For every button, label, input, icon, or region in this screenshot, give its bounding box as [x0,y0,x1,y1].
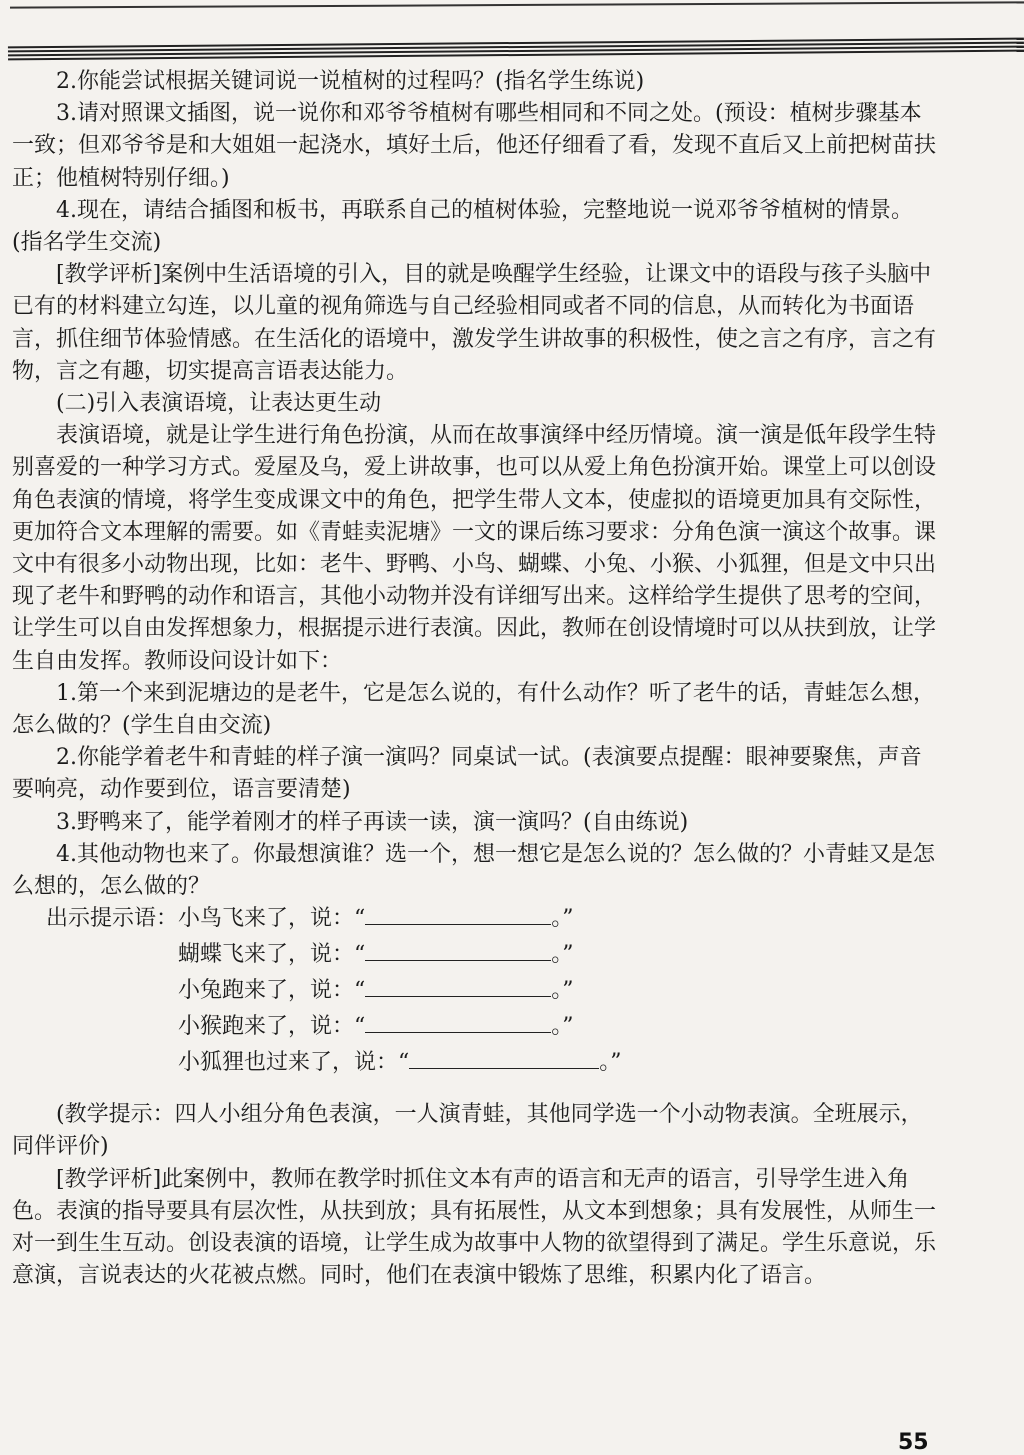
question-paragraph: 4.其他动物也来了。你最想演谁？选一个，想一想它是怎么说的？怎么做的？小青蛙又是怎么想的，怎么做的？ [12,841,935,900]
prompt-text: 蝴蝶飞来了，说：“ [178,942,366,968]
fill-blank [365,1014,551,1033]
prompt-line [178,939,574,971]
page-number: 55 [898,1430,929,1455]
fill-blank [365,978,551,997]
paragraph: 2.你能尝试根据关键词说一说植树的过程吗？(指名学生练说) [56,69,645,94]
top-rule [10,1,1024,8]
teaching-comment-paragraph: [教学评析]案例中生活语境的引入，目的就是唤醒学生经验，让课文中的语段与孩子头脑中已有的材料建立勾连，以儿童的视角筛选与自己经验相同或者不同的信息，从而转化为书面语言，抓住细节体验情感。在生活化的语境中，激发学生讲故事的积极性，使之言之有序，言之有物，言之有趣，切实提高言语表达能力。 [12,262,937,384]
prompt-line [178,1047,622,1079]
prompt-line [46,903,574,935]
question-paragraph: 1.第一个来到泥塘边的是老牛，它是怎么说的，有什么动作？听了老牛的话，青蛙怎么想，怎么做的？(学生自由交流) [12,680,935,739]
paragraph: 表演语境，就是让学生进行角色扮演，从而在故事演绎中经历情境。演一演是低年段学生特别喜爱的一种学习方式。爱屋及乌，爱上讲故事，也可以从爱上角色扮演开始。课堂上可以创设角色表演的情境，将学生变成课文中的角色，把学生带人文本，使虚拟的语境更加具有交际性，更加符合文本理解的需要。如《青蛙卖泥塘》一文的课后练习要求：分角色演一演这个故事。课文中有很多小动物出现，比如：老牛、野鸭、小鸟、蝴蝶、小兔、小猴、小狐狸，但是文中只出现了老牛和野鸭的动作和语言，其他小动物并没有详细写出来。这样给学生提供了思考的空间，让学生可以自由发挥想象力，根据提示进行表演。因此，教师在创设情境时可以从扶到放，让学生自由发挥。教师设问设计如下： [12,423,937,674]
fill-blank [365,942,551,961]
prompt-text: 小狐狸也过来了，说：“ [178,1050,410,1076]
prompt-text: 小兔跑来了，说：“ [178,978,366,1004]
paragraph: 4.现在，请结合插图和板书，再联系自己的植树体验，完整地说一说邓爷爷植树的情景。(指名学生交流) [12,197,913,256]
teaching-comment-paragraph: [教学评析]此案例中，教师在教学时抓住文本有声的语言和无声的语言，引导学生进入角色。表演的指导要具有层次性，从扶到放；具有拓展性，从文本到想象；具有发展性，从师生一对一到生生互动。创设表演的语境，让学生成为故事中人物的欲望得到了满足。学生乐意说，乐意演，言说表达的火花被点燃。同时，他们在表演中锻炼了思维，积累内化了语言。 [12,1166,937,1289]
prompt-list [12,903,942,1099]
prompt-end: 。” [551,1014,574,1040]
fill-blank [365,906,551,925]
section-heading: (二)引入表演语境，让表达更生动 [56,391,382,417]
prompt-end: 。” [599,1050,622,1076]
prompt-text: 小鸟飞来了，说：“ [178,906,366,932]
prompt-end: 。” [551,978,574,1004]
question-paragraph: 2.你能学着老牛和青蛙的样子演一演吗？同桌试一试。(表演要点提醒：眼神要聚焦，声音要响亮，动作要到位，语言要清楚) [12,745,922,803]
question-paragraph: 3.野鸭来了，能学着刚才的样子再读一读，演一演吗？(自由练说) [56,809,689,835]
prompt-line [178,1011,574,1043]
prompt-intro: 出示提示语： [46,906,179,932]
prompt-line [178,975,574,1007]
teaching-tip-paragraph: (教学提示：四人小组分角色表演，一人演青蛙，其他同学选一个小动物表演。全班展示，同伴评价) [12,1102,923,1160]
paragraph: 3.请对照课文插图，说一说你和邓爷爷植树有哪些相同和不同之处。(预设：植树步骤基本一致；但邓爷爷是和大姐姐一起浇水，填好土后，他还仔细看了看，发现不直后又上前把树苗扶正；他植树特别仔细。) [12,101,937,191]
prompt-end: 。” [551,942,574,968]
prompt-end: 。” [551,906,574,932]
prompt-text: 小猴跑来了，说：“ [178,1014,366,1040]
header-decorative-rules [8,36,1024,69]
fill-blank [409,1050,599,1069]
page-body [12,66,942,1293]
